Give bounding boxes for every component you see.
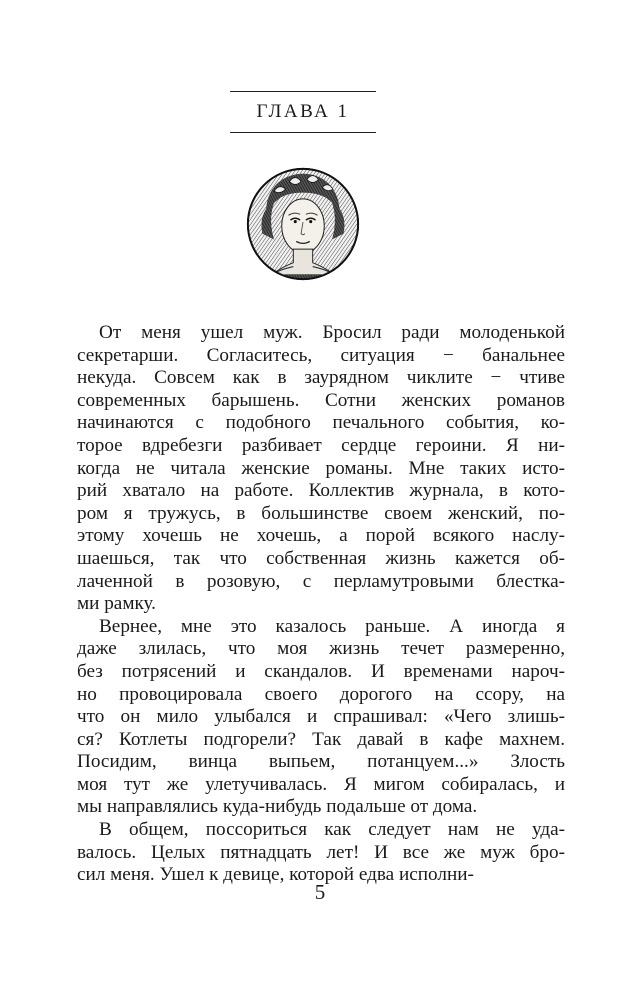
text-line: современных барышень. Сотни женских романов (77, 389, 565, 411)
text-line: лаченной в розовую, с перламутровыми блестка- (77, 570, 565, 592)
text-line: Посидим, винца выпьем, потанцуем...» Злость (77, 751, 565, 773)
chapter-bottom-rule (230, 132, 376, 133)
text-line: валось. Целых пятнадцать лет! И все же муж бро- (77, 841, 565, 863)
text-line: даже злилась, что моя жизнь течет размеренно, (77, 638, 565, 660)
text-line: Вернее, мне это казалось раньше. А иногда я (99, 615, 565, 637)
text-line: но провоцировала своего дорогого на ссору, на (77, 683, 565, 705)
paragraph (77, 819, 565, 887)
text-line: сил меня. Ушел к девице, которой едва исполни- (77, 864, 474, 886)
text-line: От меня ушел муж. Бросил ради молоденькой (99, 322, 565, 343)
chapter-heading (230, 91, 376, 133)
text-line: моя тут же улетучивалась. Я мигом собиралась, и (77, 773, 565, 795)
text-line: В общем, поссориться как следует нам не уда- (99, 819, 565, 841)
text-line: ся? Котлеты подгорели? Так давай в кафе махнем. (77, 728, 565, 750)
text-line: ми рамку. (77, 593, 156, 615)
text-line: секретарши. Согласитесь, ситуация − банальнее (77, 344, 565, 366)
body-text (77, 322, 565, 887)
text-line: начинаются с подобного печального события, ко- (77, 412, 565, 434)
text-line: рий хватало на работе. Коллектив журнала, в кото- (77, 480, 565, 502)
page-number: 5 (314, 880, 326, 904)
text-line: мы направлялись куда-нибудь подальше от дома. (77, 796, 478, 818)
text-line: шаешься, так что собственная жизнь кажется об- (77, 547, 565, 569)
text-line: без потрясений и скандалов. И временами нароч- (77, 660, 565, 682)
paragraph (77, 616, 565, 819)
text-line: что он мило улыбался и спрашивал: «Чего злишь- (77, 706, 565, 728)
text-line: этому хочешь не хочешь, а порой всякого наслу- (77, 525, 565, 547)
text-line: ром я тружусь, в большинстве своем женский, по- (77, 502, 565, 524)
text-line: когда не читала женские романы. Мне таких исто- (77, 457, 565, 479)
paragraph (77, 322, 565, 616)
portrait-medallion (245, 166, 361, 282)
text-line: некуда. Совсем как в заурядном чиклите − чтиве (77, 367, 565, 389)
text-line: торое вдребезги разбивает сердце героини. Я ни- (77, 434, 565, 456)
chapter-title: ГЛАВА 1 (256, 101, 350, 122)
